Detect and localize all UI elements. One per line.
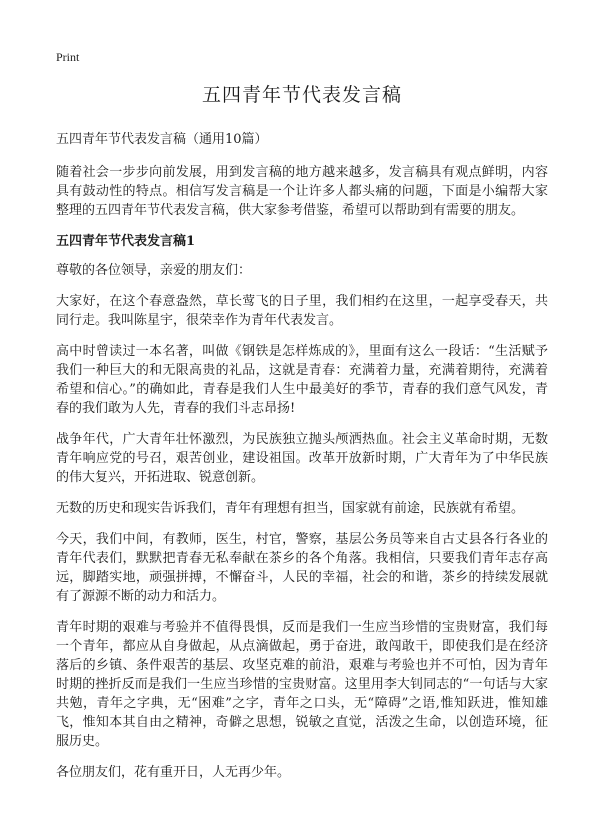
body-paragraph: 大家好，在这个春意盎然，草长莺飞的日子里，我们相约在这里，一起享受春天，共同行走。我叫陈星宇，很荣幸作为青年代表发言。 [56,294,548,328]
body-paragraph: 战争年代，广大青年壮怀激烈，为民族独立抛头颅洒热血。社会主义革命时期，无数青年响应党的号召，艰苦创业，建设祖国。改革开放新时期，广大青年为了中华民族的伟大复兴，开拓进取、锐意创新。 [56,432,548,485]
body-paragraph: 今天，我们中间，有教师，医生，村官，警察，基层公务员等来自古丈县各行各业的青年代表们，默默把青春无私奉献在茶乡的各个角落。我相信，只要我们青年志存高远，脚踏实地，顽强拼搏，不懈奋斗，人民的幸福，社会的和谐，茶乡的持续发展就有了源源不断的动力和活力。 [56,532,548,604]
print-link[interactable]: Print [56,50,80,64]
body-paragraph: 青年时期的艰难与考验并不值得畏惧，反而是我们一生应当珍惜的宝贵财富，我们每一个青年，都应从自身做起，从点滴做起，勇于奋进，敢闯敢干，即使我们是在经济落后的乡镇、条件艰苦的基层、攻坚克难的前沿，艰难与考验也并不可怕，因为青年时期的挫折反而是我们一生应当珍惜的宝贵财富。这里用李大钊同志的“一句话与大家共勉，青年之字典，无“困难”之字，青年之口头，无“障碍”之语,惟知跃进，惟知雄飞，惟知本其自由之精神，奇僻之思想，锐敏之直觉，活泼之生命，以创造环境，征服历史。 [56,620,548,749]
body-paragraph: 无数的历史和现实告诉我们，青年有理想有担当，国家就有前途，民族就有希望。 [56,501,525,516]
body-paragraph: 高中时曾读过一本名著，叫做《钢铁是怎样炼成的》，里面有这么一段话：“生活赋予我们一种巨大的和无限高贵的礼品，这就是青春：充满着力量，充满着期待，充满着希望和信心。”的确如此，青春是我们人生中最美好的季节，青春的我们意气风发，青春的我们敢为人先，青春的我们斗志昂扬! [56,344,548,416]
section-heading: 五四青年节代表发言稿1 [56,234,196,249]
body-paragraph: 尊敬的各位领导，亲爱的朋友们： [56,263,252,278]
body-paragraph: 各位朋友们，花有重开日，人无再少年。 [56,765,291,780]
page-title: 五四青年节代表发言稿 [201,84,402,106]
document-subtitle: 五四青年节代表发言稿（通用10篇） [56,132,268,147]
intro-paragraph: 随着社会一步步向前发展，用到发言稿的地方越来越多，发言稿具有观点鲜明，内容具有鼓动性的特点。相信写发言稿是一个让许多人都头痛的问题，下面是小编帮大家整理的五四青年节代表发言稿，供大家参考借鉴，希望可以帮助到有需要的朋友。 [56,165,548,218]
